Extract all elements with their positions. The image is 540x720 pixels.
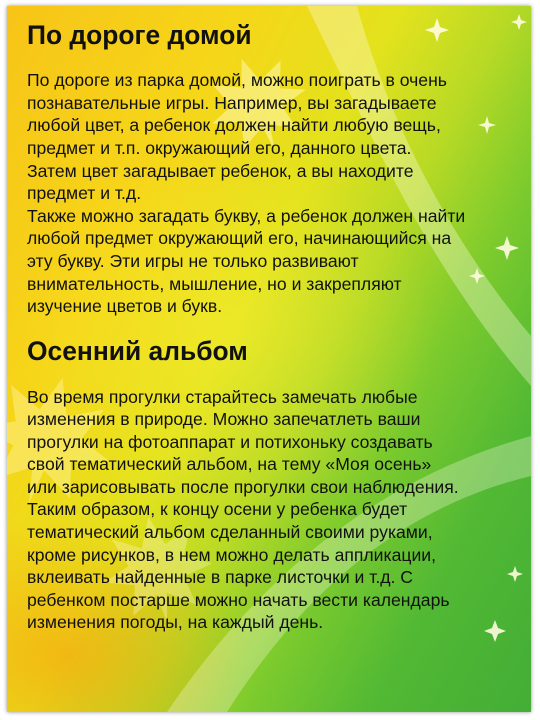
section-heading-autumn-album: Осенний альбом (27, 336, 248, 367)
section-paragraph: Во время прогулки старайтесь замечать любые изменения в природе. Можно запечатлеть ваши прогулки на фотоаппарат и потихоньку создавать свой тематический альбом, на тему «Моя осень» или зарисовывать после прогулки свои наблюдения. Таким образом, к концу осени у ребенка будет тематический альбом сделанный своими руками, кроме рисунков, в нем можно делать аппликации, вклеивать найденные в парке листочки и т.д. С ребенком постарше можно начать вести календарь изменения погоды, на каждый день. (27, 386, 459, 633)
article (27, 20, 527, 634)
section-heading-way-home: По дороге домой (27, 20, 252, 50)
section-paragraph: По дороге из парка домой, можно поиграть в очень познавательные игры. Например, вы загадываете любой цвет, а ребенок должен найти любую вещь, предмет и т.п. окружающий его, данного цвета. Затем цвет загадывает ребенок, а вы находите предмет и т.д. (27, 70, 447, 204)
section-paragraph: Также можно загадать букву, а ребенок должен найти любой предмет окружающий его, начинающийся на эту букву. Эти игры не только развивают внимательность, мышление, но и закрепляют изучение цветов и букв. (27, 205, 466, 317)
slide (7, 6, 531, 712)
